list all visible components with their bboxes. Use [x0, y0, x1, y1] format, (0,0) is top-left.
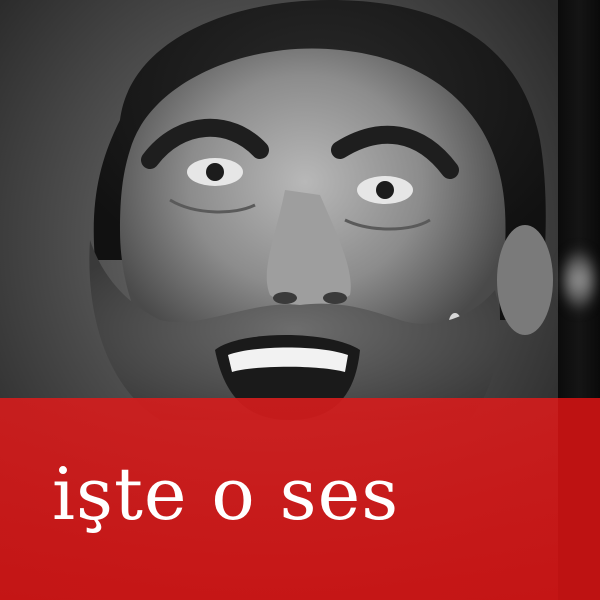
banner-right-edge: [558, 398, 600, 600]
right-edge-highlight: [564, 250, 594, 310]
banner-title: işte o ses: [52, 452, 400, 536]
ear-shape: [497, 225, 553, 335]
